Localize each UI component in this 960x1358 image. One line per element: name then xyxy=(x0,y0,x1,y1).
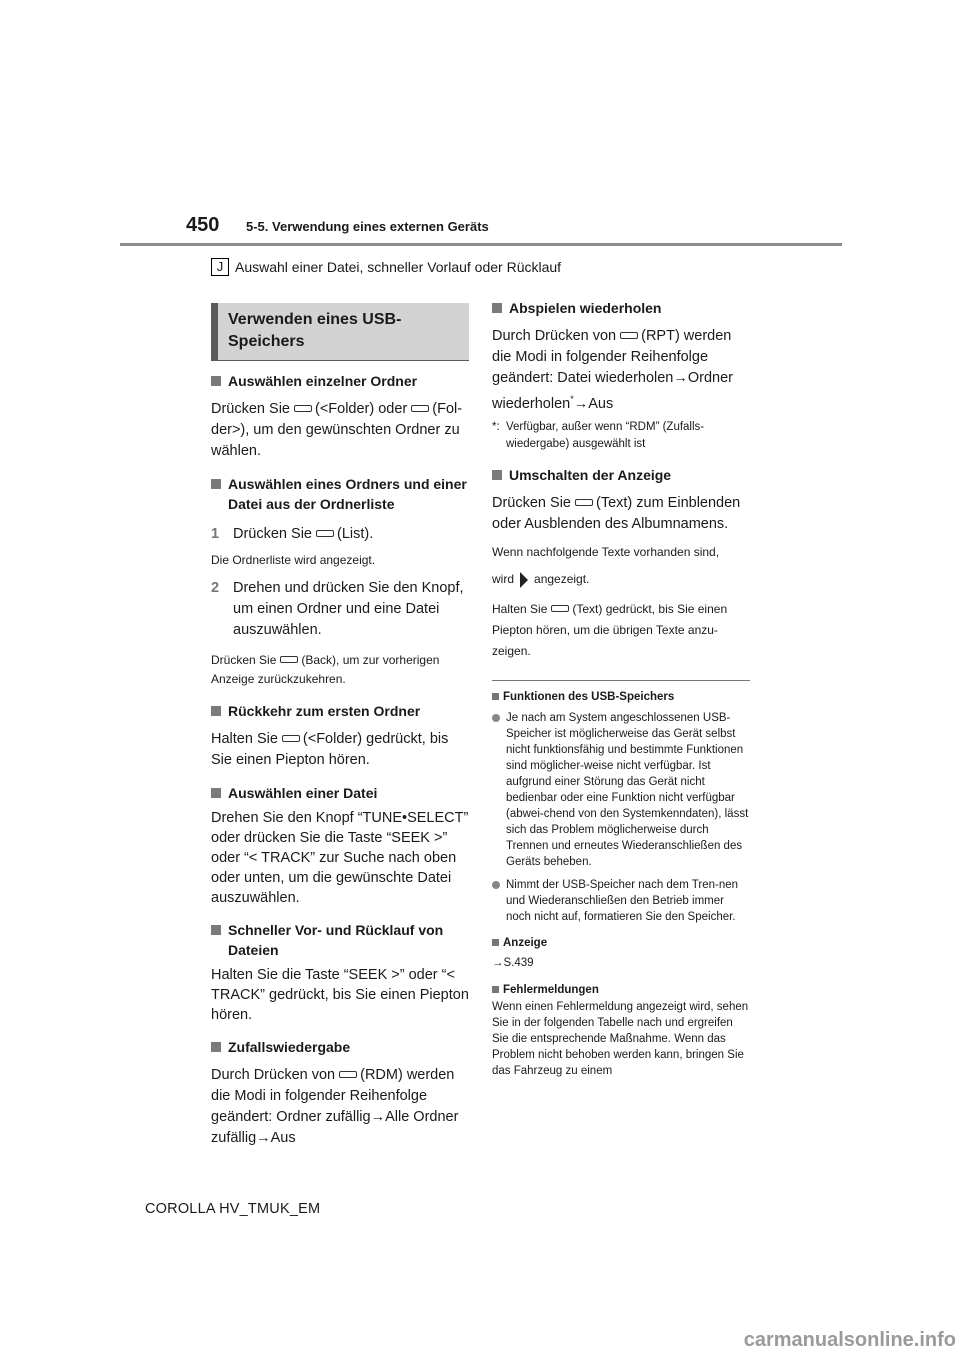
paragraph: Halten Sie (<Folder) gedrückt, bis Sie einen Piepton hören. xyxy=(211,731,449,768)
note-heading: Fehlermeldungen xyxy=(492,984,750,996)
cross-reference: →S.439 xyxy=(492,956,534,969)
button-icon xyxy=(282,735,300,742)
page-number: 450 xyxy=(186,214,220,236)
paragraph: Drücken Sie (Text) zum Einblenden oder Ausblenden des Albumnamens. xyxy=(492,494,741,532)
step: 1 Drücken Sie (List). xyxy=(211,526,374,542)
bullet-item: Nimmt der USB-Speicher nach dem Tren-nen und Wiederanschließen den Betrieb immer noch nicht auf, formatieren Sie den Speicher. xyxy=(492,877,750,925)
button-icon xyxy=(551,605,569,612)
subheading: Umschalten der Anzeige xyxy=(492,465,750,485)
button-icon xyxy=(620,332,638,339)
square-bullet-icon xyxy=(492,303,502,313)
square-bullet-icon xyxy=(211,479,221,489)
footer-model: COROLLA HV_TMUK_EM xyxy=(145,1201,321,1217)
button-icon xyxy=(339,1071,357,1078)
paragraph: Drücken Sie (<Folder) oder (Fol-der>), um den gewünschten Ordner zu wählen. xyxy=(211,401,463,459)
right-column xyxy=(492,298,750,1079)
header-rule xyxy=(120,243,842,246)
step-note: Drücken Sie (Back), um zur vorherigen Anzeige zurückzukehren. xyxy=(211,653,440,686)
subheading: Rückkehr zum ersten Ordner xyxy=(211,701,469,721)
round-bullet-icon xyxy=(492,881,500,889)
figure-caption xyxy=(211,258,561,276)
square-bullet-icon xyxy=(211,925,221,935)
subheading: Auswählen einer Datei xyxy=(211,783,469,803)
note: Wenn nachfolgende Texte vorhanden sind, xyxy=(492,544,720,559)
button-icon xyxy=(294,405,312,412)
note: wird angezeigt. xyxy=(492,571,590,586)
square-bullet-icon xyxy=(492,986,499,993)
round-bullet-icon xyxy=(492,714,500,722)
note-heading: Funktionen des USB-Speichers xyxy=(492,691,750,703)
button-icon xyxy=(411,405,429,412)
caption-letter: J xyxy=(211,258,229,276)
square-bullet-icon xyxy=(211,706,221,716)
caption-text: Auswahl einer Datei, schneller Vorlauf oder Rücklauf xyxy=(235,259,562,275)
divider xyxy=(492,680,750,681)
paragraph: Durch Drücken von (RPT) werden die Modi in folgender Reihenfolge geändert: Datei wiederholen→Ordner wiederholen*→Aus xyxy=(492,328,733,412)
subheading: Schneller Vor- und Rücklauf von Dateien xyxy=(211,920,469,960)
square-bullet-icon xyxy=(211,376,221,386)
square-bullet-icon xyxy=(492,939,499,946)
subheading: Auswählen eines Ordners und einer Datei aus der Ordnerliste xyxy=(211,474,469,514)
paragraph: Halten Sie die Taste “SEEK >” oder “< TRACK” gedrückt, bis Sie einen Piepton hören. xyxy=(211,967,469,1023)
footnote: *: Verfügbar, außer wenn “RDM” (Zufalls-wiedergabe) ausgewählt ist xyxy=(492,420,705,450)
square-bullet-icon xyxy=(492,693,499,700)
subheading: Auswählen einzelner Ordner xyxy=(211,371,469,391)
square-bullet-icon xyxy=(211,788,221,798)
subheading: Abspielen wiederholen xyxy=(492,298,750,318)
paragraph: Drehen Sie den Knopf “TUNE•SELECT” oder drücken Sie die Taste “SEEK >” oder “< TRACK” zur Suche nach oben oder unten, um die gewünschte Datei auszuwählen. xyxy=(211,810,469,906)
paragraph: Wenn einen Fehlermeldung angezeigt wird, sehen Sie in der folgenden Tabelle nach und ergreifen Sie die entsprechende Maßnahme. Wenn das Problem nicht behoben werden kann, bringen Sie das Fahrzeug zu einem xyxy=(492,1000,749,1077)
button-icon xyxy=(316,530,334,537)
step-note: Die Ordnerliste wird angezeigt. xyxy=(211,553,376,567)
square-bullet-icon xyxy=(211,1042,221,1052)
section-heading: Verwenden eines USB-Speichers xyxy=(211,303,469,361)
more-text-arrow-icon xyxy=(520,572,528,588)
subheading: Zufallswiedergabe xyxy=(211,1037,469,1057)
square-bullet-icon xyxy=(492,470,502,480)
left-column xyxy=(211,303,469,1149)
section-title: 5-5. Verwendung eines externen Geräts xyxy=(246,219,489,234)
watermark: carmanualsonline.info xyxy=(743,1329,956,1351)
button-icon xyxy=(280,656,298,663)
paragraph: Durch Drücken von (RDM) werden die Modi in folgender Reihenfolge geändert: Ordner zufällig→Alle Ordner zufällig→Aus xyxy=(211,1067,459,1146)
bullet-item: Je nach am System angeschlossenen USB-Speicher ist möglicherweise das Gerät selbst nicht funktionsfähig und bestimmte Funktionen sind möglicher-weise nicht verfügbar. Ist aufgrund einer Störung das Gerät nicht bedienbar oder eine Funktion nicht verfügbar (abwei-chend von den Systemkenndaten), lässt sich das Problem möglicherweise durch Trennen und erneutes Wiederanschließen des Geräts beheben. xyxy=(492,710,750,870)
note: Halten Sie (Text) gedrückt, bis Sie einen Piepton hören, um die übrigen Texte anzu-zeigen. xyxy=(492,601,728,658)
button-icon xyxy=(575,499,593,506)
note-heading: Anzeige xyxy=(492,937,750,949)
step: 2 Drehen und drücken Sie den Knopf, um einen Ordner und eine Datei auszuwählen. xyxy=(211,580,464,638)
